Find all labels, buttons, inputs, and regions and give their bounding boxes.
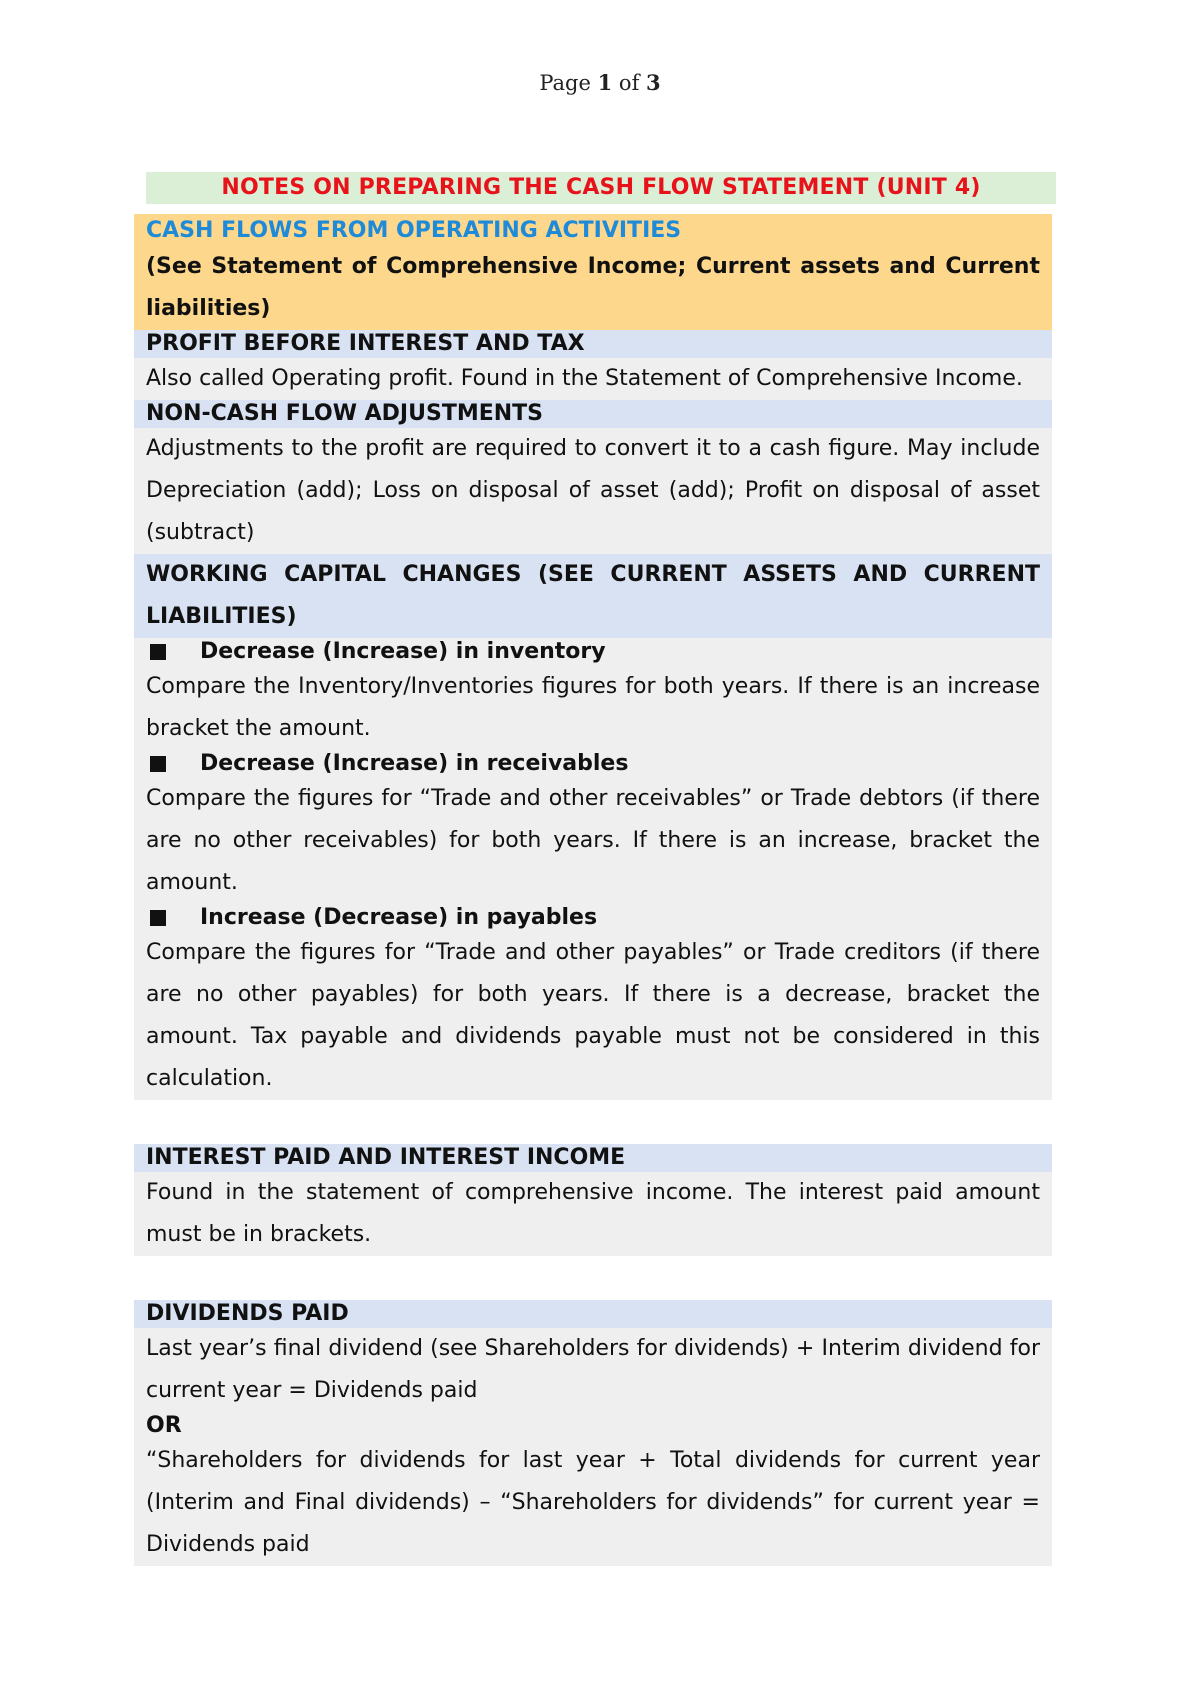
document-body	[134, 172, 1052, 1566]
interest-text: Found in the statement of comprehensive income. The interest paid amount must be in brackets.	[146, 1180, 1040, 1247]
dividends-body	[134, 1328, 1052, 1566]
of-label: of	[618, 71, 640, 95]
square-bullet-icon	[150, 644, 166, 660]
or-label: OR	[146, 1413, 182, 1438]
square-bullet-icon	[150, 910, 166, 926]
document-title: NOTES ON PREPARING THE CASH FLOW STATEMENT (UNIT 4)	[146, 172, 1056, 204]
square-bullet-icon	[150, 756, 166, 772]
payables-label: Increase (Decrease) in payables	[200, 905, 598, 930]
page-total: 3	[646, 70, 661, 95]
payables-text: Compare the figures for “Trade and other payables” or Trade creditors (if there are no other payables) for both years. If there is a decrease, bracket the amount. Tax payable and dividends payable must not be considered in this calculation.	[146, 940, 1040, 1091]
profit-heading: PROFIT BEFORE INTEREST AND TAX	[134, 330, 1052, 358]
inventory-text: Compare the Inventory/Inventories figures for both years. If there is an increase bracket the amount.	[146, 674, 1040, 741]
dividends-text-2: “Shareholders for dividends for last year + Total dividends for current year (Interim and Final dividends) – “Shareholders for dividends” for current year = Dividends paid	[146, 1448, 1040, 1557]
receivables-label: Decrease (Increase) in receivables	[200, 751, 629, 776]
profit-text: Also called Operating profit. Found in the Statement of Comprehensive Income.	[146, 366, 1023, 391]
working-capital-heading: WORKING CAPITAL CHANGES (SEE CURRENT ASSETS AND CURRENT LIABILITIES)	[134, 554, 1052, 638]
page-number-header	[0, 70, 1200, 95]
spacer	[134, 1256, 1052, 1300]
interest-body	[134, 1172, 1052, 1256]
profit-body	[134, 358, 1052, 400]
page-number: 1	[597, 70, 613, 95]
page-label: Page	[539, 71, 591, 95]
operating-activities-block	[134, 214, 1052, 330]
dividends-heading: DIVIDENDS PAID	[134, 1300, 1052, 1328]
noncash-heading: NON-CASH FLOW ADJUSTMENTS	[134, 400, 1052, 428]
list-item	[146, 904, 1040, 932]
noncash-text: Adjustments to the profit are required to convert it to a cash figure. May include Depreciation (add); Loss on disposal of asset (add); Profit on disposal of asset (subtract)	[146, 436, 1040, 545]
inventory-label: Decrease (Increase) in inventory	[200, 639, 606, 664]
operating-activities-heading: CASH FLOWS FROM OPERATING ACTIVITIES	[146, 218, 682, 243]
noncash-body	[134, 428, 1052, 554]
interest-heading: INTEREST PAID AND INTEREST INCOME	[134, 1144, 1052, 1172]
spacer	[134, 1100, 1052, 1144]
list-item	[146, 638, 1040, 666]
operating-activities-subheading: (See Statement of Comprehensive Income; Current assets and Current liabilities)	[146, 254, 1040, 321]
list-item	[146, 750, 1040, 778]
working-capital-body	[134, 638, 1052, 1100]
dividends-text-1: Last year’s final dividend (see Shareholders for dividends) + Interim dividend for current year = Dividends paid	[146, 1336, 1040, 1403]
receivables-text: Compare the figures for “Trade and other receivables” or Trade debtors (if there are no other receivables) for both years. If there is an increase, bracket the amount.	[146, 786, 1040, 895]
